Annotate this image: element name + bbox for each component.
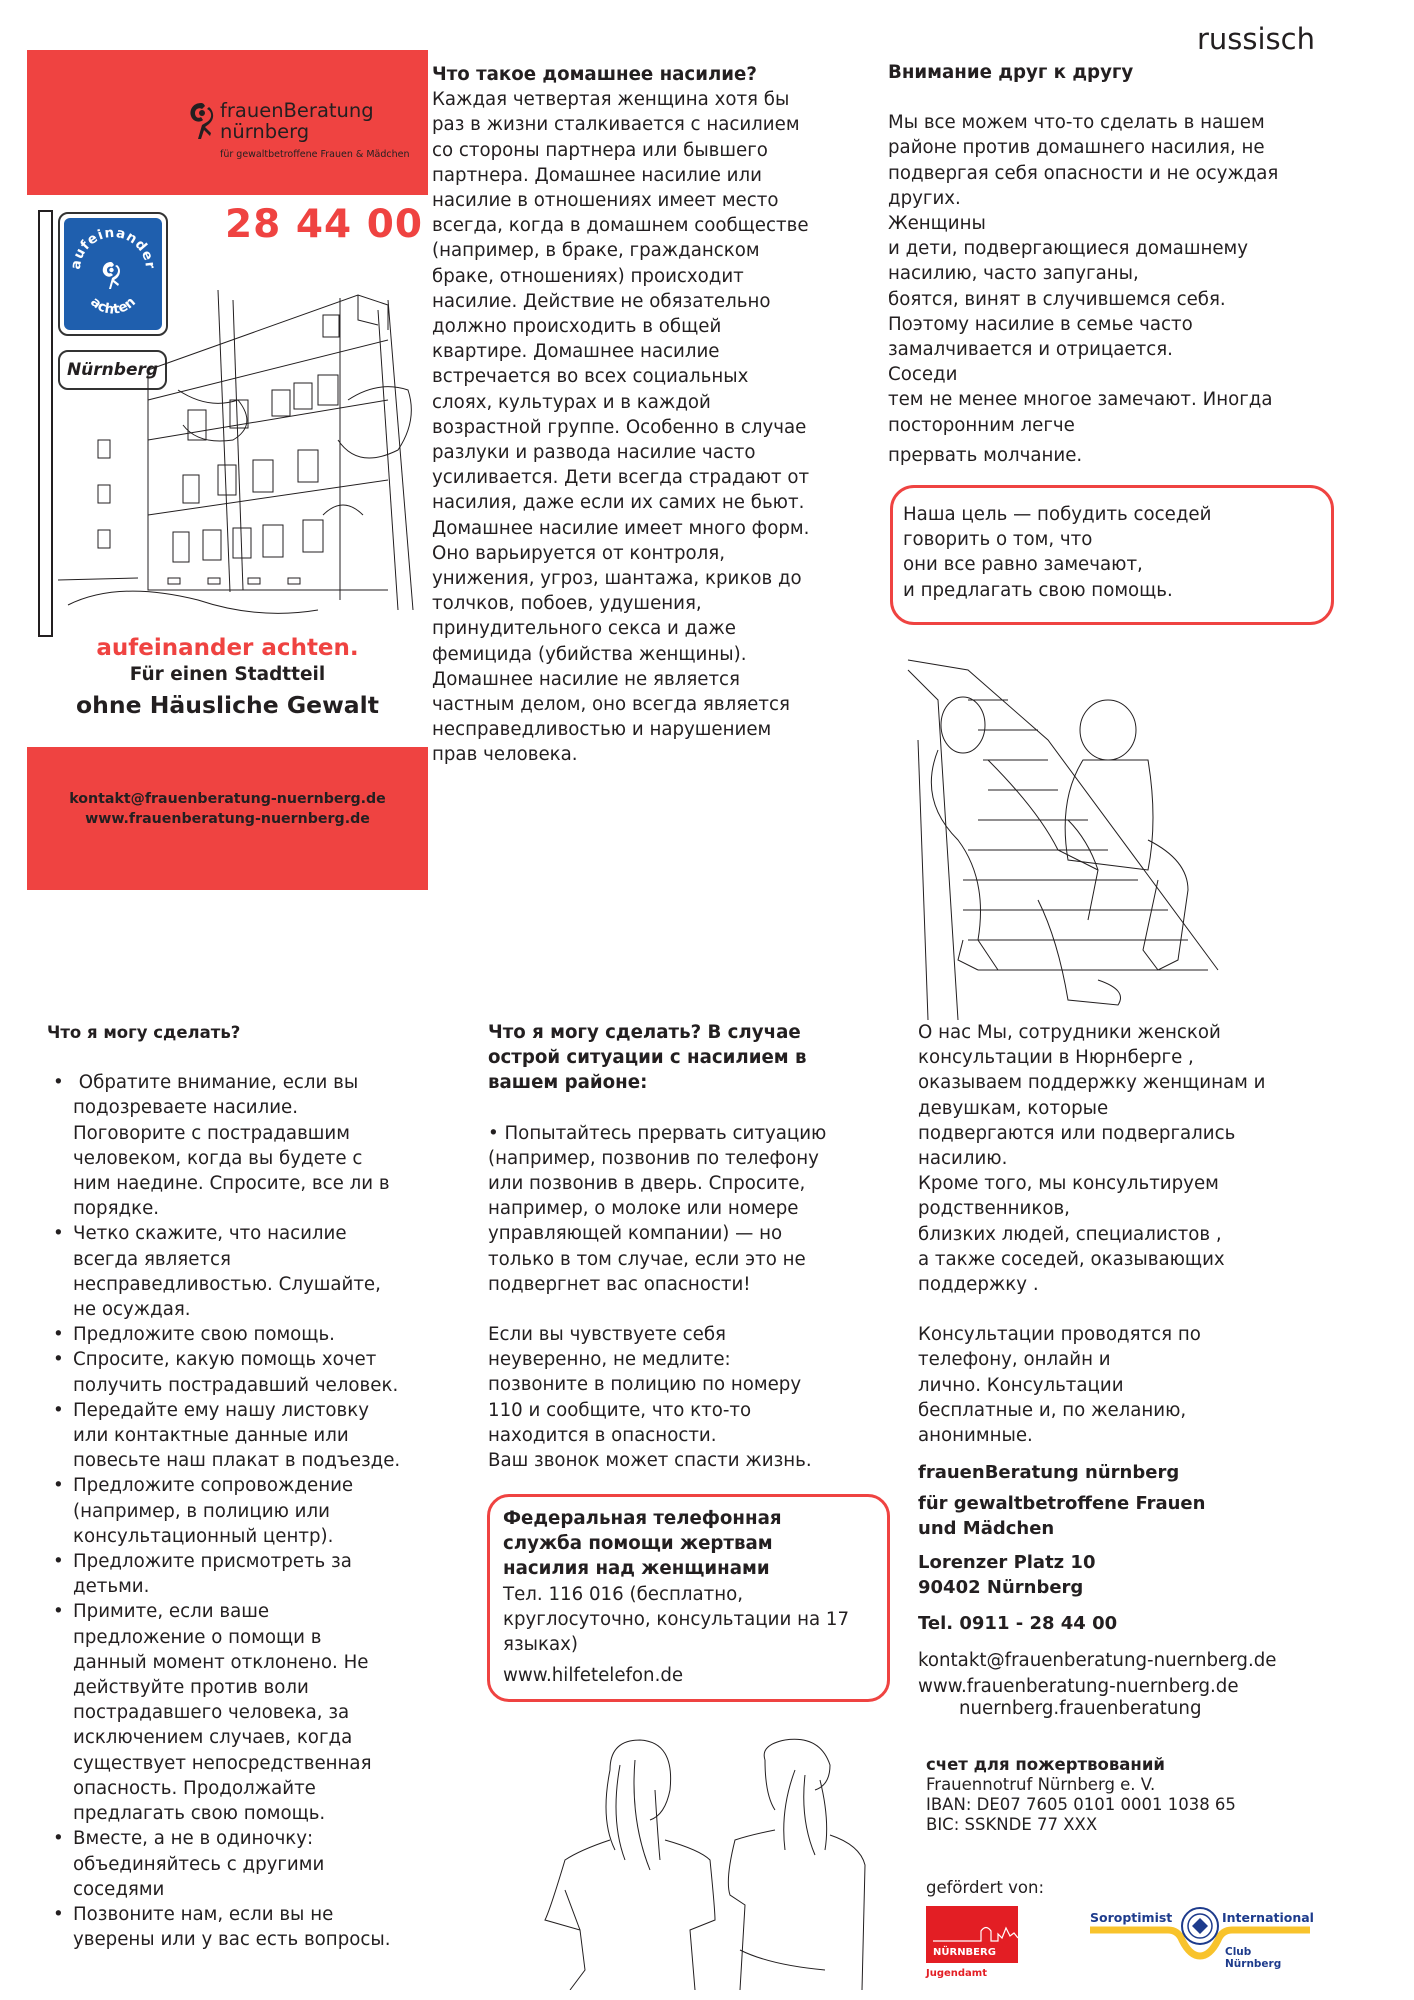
body-line: (например, позвонив по телефону <box>488 1147 819 1169</box>
body-line: толчков, побоев, удушения, <box>432 593 702 615</box>
section-about <box>918 1020 1348 1448</box>
brand-logo <box>188 100 410 161</box>
body-line: раз в жизни сталкивается с насилием <box>432 114 800 136</box>
tip-line: Четко скажите, что насилие <box>73 1223 347 1245</box>
body-line: принудительного секса и даже <box>432 618 736 640</box>
body-line: телефону, онлайн и <box>918 1349 1111 1371</box>
tip-line: несправедливостью. Слушайте, <box>73 1273 381 1295</box>
tip-line: человеком, когда вы будете с <box>73 1147 363 1169</box>
body-line: только в том случае, если это не <box>488 1248 806 1270</box>
org-subtitle-2: und Mädchen <box>918 1518 1055 1539</box>
sign-top-text: aufeinander <box>67 224 159 271</box>
body-line: или позвонив в дверь. Спросите, <box>488 1173 806 1195</box>
body-line: Соседи <box>888 364 958 386</box>
tip-item <box>47 1549 427 1599</box>
body-line: прав человека. <box>432 744 578 766</box>
body-line: квартире. Домашнее насилие <box>432 341 720 363</box>
tip-item <box>47 1070 427 1221</box>
acute-police-text <box>488 1322 908 1473</box>
tip-line: (например, в полицию или <box>73 1500 330 1522</box>
slogan-line-3: ohne Häusliche Gewalt <box>76 691 379 719</box>
bullet-icon: • <box>53 1551 64 1573</box>
tip-line: предложение о помощи в <box>73 1626 322 1648</box>
bullet-icon: • <box>53 1601 64 1623</box>
body-line: других. <box>888 187 961 209</box>
hotline-url-link[interactable]: www.hilfetelefon.de <box>503 1665 684 1687</box>
tip-line: или контактные данные или <box>73 1425 349 1447</box>
tip-line: соседями <box>73 1878 165 1900</box>
section-title: Внимание друг к другу <box>888 62 1134 83</box>
body-line: насилия, даже если их самих не бьют. <box>432 492 805 514</box>
body-line: Мы все можем что-то сделать в нашем <box>888 112 1265 134</box>
body-line: несправедливостью и нарушением <box>432 719 772 741</box>
body-line: а также соседей, оказывающих <box>918 1248 1225 1270</box>
body-line: насилие. Действие не обязательно <box>432 290 771 312</box>
goal-line: Наша цель — побудить соседей <box>903 504 1212 525</box>
bullet-icon: • <box>53 1475 64 1497</box>
building-illustration <box>58 280 430 635</box>
body-line: О нас Мы, сотрудники женской <box>918 1022 1221 1043</box>
body-line: • Попытайтесь прервать ситуацию <box>488 1122 827 1144</box>
body-line: фемицида (убийства женщины). <box>432 643 747 665</box>
body-line: усиливается. Дети всегда страдают от <box>432 467 810 489</box>
section-attention <box>888 60 1328 468</box>
section-title: Что такое домашнее насилие? <box>432 64 757 85</box>
soroptimist-logo <box>1090 1904 1314 1970</box>
nuernberg-logo-subtitle: Jugendamt <box>926 1968 988 1979</box>
nuernberg-logo-text: NÜRNBERG <box>933 1947 996 1958</box>
org-web-link[interactable]: www.frauenberatung-nuernberg.de <box>918 1676 1239 1698</box>
sign-city-plate: Nürnberg <box>58 350 167 390</box>
contact-box <box>27 747 428 890</box>
body-line: неуверенно, не медлите: <box>488 1349 731 1371</box>
body-line: унижения, угроз, шантажа, криков до <box>432 568 802 590</box>
tip-item <box>47 1599 427 1826</box>
tip-line: действуйте против воли <box>73 1677 309 1699</box>
tip-item <box>47 1347 427 1397</box>
soroptimist-right-text: International <box>1222 1910 1314 1925</box>
donation-info <box>926 1755 1236 1835</box>
tip-item <box>47 1902 427 1952</box>
body-line: всегда, когда в домашнем сообществе <box>432 215 809 237</box>
section-title: Что я могу сделать? <box>47 1023 241 1042</box>
donation-title: счет для пожертвований <box>926 1755 1165 1774</box>
body-line: замалчивается и отрицается. <box>888 339 1173 361</box>
body-line: частным делом, оно всегда является <box>432 694 790 716</box>
tip-line: существует непосредственная <box>73 1752 372 1774</box>
section-title-line: острой ситуации с насилием в <box>488 1047 807 1069</box>
language-label: russisch <box>1196 22 1315 56</box>
body-line: боятся, винят в случившемся себя. <box>888 288 1226 310</box>
bullet-icon: • <box>53 1324 64 1346</box>
body-line: близких людей, специалистов , <box>918 1223 1222 1245</box>
tip-line: не осуждая. <box>73 1299 191 1321</box>
tip-line: Предложите присмотреть за <box>73 1551 352 1573</box>
bullet-icon: • <box>53 1072 64 1094</box>
body-line: поддержку . <box>918 1274 1039 1296</box>
body-line: Ваш звонок может спасти жизнь. <box>488 1450 812 1472</box>
body-line: Домашнее насилие не является <box>432 668 740 690</box>
body-line: насилию. <box>918 1148 1008 1170</box>
tip-line: уверены или у вас есть вопросы. <box>73 1929 391 1951</box>
woman-symbol-icon <box>188 101 216 145</box>
body-line: управляющей компании) — но <box>488 1223 783 1245</box>
goal-line: они все равно замечают, <box>903 554 1143 576</box>
hotline-title-line: насилия над женщинами <box>503 1558 770 1580</box>
logo-line-2: nürnberg <box>220 120 310 143</box>
org-subtitle-1: für gewaltbetroffene Frauen <box>918 1493 1206 1514</box>
organization-info <box>918 1460 1276 1720</box>
goal-line: и предлагать свою помощь. <box>903 579 1173 601</box>
tip-line: Спросите, какую помощь хочет <box>73 1349 377 1371</box>
body-line: Если вы чувствуете себя <box>488 1324 726 1346</box>
women-on-stairs-illustration <box>888 640 1223 1020</box>
body-line: лично. Консультации <box>918 1374 1124 1396</box>
org-phone: Tel. 0911 - 28 44 00 <box>918 1613 1118 1634</box>
tip-line: пострадавшего человека, за <box>73 1702 350 1724</box>
tip-item <box>47 1398 427 1474</box>
tip-line: объединяйтесь с другими <box>73 1853 325 1875</box>
body-line: возрастной группе. Особенно в случае <box>432 416 807 438</box>
body-line: браке, отношениях) происходит <box>432 265 744 287</box>
tip-line: Позвоните нам, если вы не <box>73 1903 334 1925</box>
tip-line: всегда является <box>73 1248 231 1270</box>
tip-line: Передайте ему нашу листовку <box>73 1399 370 1421</box>
tip-line: Вместе, а не в одиночку: <box>73 1828 314 1850</box>
body-line: должно происходить в общей <box>432 316 722 338</box>
section-acute <box>488 1020 908 1473</box>
contact-web-link[interactable]: www.frauenberatung-nuernberg.de <box>85 811 370 827</box>
body-line: встречается во всех социальных <box>432 366 749 388</box>
bullet-icon: • <box>53 1903 64 1925</box>
body-line: посторонним легче <box>888 414 1075 436</box>
body-line: тем не менее многое замечают. Иногда <box>888 389 1273 411</box>
section-last-line: прервать молчание. <box>888 444 1083 466</box>
tip-line: детьми. <box>73 1576 150 1598</box>
org-email-link[interactable]: kontakt@frauenberatung-nuernberg.de <box>918 1650 1277 1671</box>
hotline-callout-text <box>503 1506 849 1688</box>
org-city: 90402 Nürnberg <box>918 1577 1084 1598</box>
bullet-icon: • <box>53 1828 64 1850</box>
body-line: например, о молоке или номере <box>488 1198 799 1220</box>
consultation-body <box>918 1322 1348 1448</box>
tip-line: Обратите внимание, если вы <box>73 1072 359 1094</box>
body-line: разлуки и развода насилие часто <box>432 442 756 464</box>
donation-iban: IBAN: DE07 7605 0101 0001 1038 65 <box>926 1795 1236 1814</box>
body-line: Кроме того, мы консультируем <box>918 1173 1219 1195</box>
body-line: анонимные. <box>918 1425 1033 1447</box>
hotline-info-line: языках) <box>503 1634 578 1656</box>
body-line: Женщины <box>888 213 986 235</box>
section-title-line: Что я могу сделать? В случае <box>488 1022 801 1043</box>
body-line: Поэтому насилие в семье часто <box>888 313 1193 335</box>
sign-bottom-text: achten <box>87 293 139 318</box>
body-line: подвергаются или подвергались <box>918 1122 1236 1144</box>
acute-bullet-text <box>488 1121 908 1297</box>
body-line: находится в опасности. <box>488 1424 717 1446</box>
body-line: подвергнет вас опасности! <box>488 1273 751 1295</box>
body-line: 110 и сообщите, что кто-то <box>488 1399 752 1421</box>
nuernberg-jugendamt-logo <box>926 1906 1018 1963</box>
tip-item <box>47 1221 427 1322</box>
tip-line: исключением случаев, когда <box>73 1727 353 1749</box>
soroptimist-left-text: Soroptimist <box>1090 1910 1173 1925</box>
bullet-icon: • <box>53 1349 64 1371</box>
section-what-is <box>432 62 872 768</box>
hotline-info-line: Тел. 116 016 (бесплатно, <box>503 1583 744 1605</box>
soroptimist-club-text: Club Nürnberg <box>1225 1946 1282 1970</box>
section-body <box>888 110 1328 438</box>
bullet-icon: • <box>53 1223 64 1245</box>
tip-line: повесьте наш плакат в подъезде. <box>73 1450 401 1472</box>
body-line: партнера. Домашнее насилие или <box>432 164 762 186</box>
tip-item <box>47 1322 427 1347</box>
goal-callout-text <box>903 502 1211 603</box>
donation-holder: Frauennotruf Nürnberg e. V. <box>926 1775 1156 1794</box>
hotline-title-line: Федеральная телефонная <box>503 1508 782 1529</box>
body-line: (например, в браке, гражданском <box>432 240 760 262</box>
hotline-title-line: служба помощи жертвам <box>503 1533 773 1555</box>
body-line: районе против домашнего насилия, не <box>888 137 1265 159</box>
body-line: насилию, часто запуганы, <box>888 263 1139 285</box>
tip-line: порядке. <box>73 1198 160 1220</box>
slogan-line-2: Für einen Stadtteil <box>129 664 326 685</box>
org-name: frauenBeratung nürnberg <box>918 1462 1180 1483</box>
body-line: слоях, культурах и в каждой <box>432 391 711 413</box>
body-line: со стороны партнера или бывшего <box>432 139 768 161</box>
contact-email-link[interactable]: kontakt@frauenberatung-nuernberg.de <box>69 791 386 807</box>
two-women-illustration <box>540 1720 870 1990</box>
donation-bic: BIC: SSKNDE 77 XXX <box>926 1815 1098 1834</box>
sponsors-label: gefördert von: <box>926 1878 1045 1897</box>
tip-item <box>47 1473 427 1549</box>
tip-line: подозреваете насилие. <box>73 1097 299 1119</box>
body-line: Консультации проводятся по <box>918 1324 1201 1346</box>
body-line: и дети, подвергающиеся домашнему <box>888 238 1249 260</box>
body-line: позвоните в полицию по номеру <box>488 1374 802 1396</box>
tip-line: Предложите свою помощь. <box>73 1324 335 1346</box>
bullet-icon: • <box>53 1399 64 1421</box>
tip-line: получить пострадавший человек. <box>73 1374 399 1396</box>
body-line: консультации в Нюрнберге , <box>918 1047 1194 1069</box>
hotline-number: 28 44 00 <box>225 202 423 247</box>
org-social-handle: nuernberg.frauenberatung <box>959 1698 1202 1720</box>
logo-line-1: frauenBeratung <box>220 99 374 122</box>
body-line: родственников, <box>918 1198 1070 1220</box>
tip-line: предлагать свою помощь. <box>73 1803 326 1825</box>
tip-line: данный момент отклонено. Не <box>73 1651 369 1673</box>
tip-line: Примите, если ваше <box>73 1601 270 1623</box>
logo-tagline: für gewaltbetroffene Frauen & Mädchen <box>220 149 410 160</box>
goal-line: говорить о том, что <box>903 529 1093 551</box>
sign-post <box>38 210 53 637</box>
body-line: Домашнее насилие имеет много форм. <box>432 517 810 539</box>
slogan-headline: aufeinander achten. <box>96 635 359 661</box>
tip-line: опасность. Продолжайте <box>73 1777 316 1799</box>
about-body <box>918 1020 1348 1297</box>
body-line: насилие в отношениях имеет место <box>432 190 779 212</box>
body-line: оказываем поддержку женщинам и <box>918 1072 1266 1094</box>
body-line: бесплатные и, по желанию, <box>918 1399 1187 1421</box>
tip-line: Предложите сопровождение <box>73 1475 354 1497</box>
section-title-line: вашем районе: <box>488 1072 648 1094</box>
org-street: Lorenzer Platz 10 <box>918 1552 1096 1573</box>
tips-list <box>47 1070 427 1952</box>
body-line: Каждая четвертая женщина хотя бы <box>432 89 790 111</box>
body-line: подвергая себя опасности и не осуждая <box>888 162 1279 184</box>
section-what-can-i-do <box>47 1020 427 1952</box>
tip-item <box>47 1826 427 1902</box>
body-line: Оно варьируется от контроля, <box>432 542 725 564</box>
tip-line: консультационный центр). <box>73 1525 334 1547</box>
hotline-info-line: круглосуточно, консультации на 17 <box>503 1608 850 1630</box>
body-line: девушкам, которые <box>918 1097 1109 1119</box>
section-body <box>432 87 872 767</box>
tip-line: ним наедине. Спросите, все ли в <box>73 1173 390 1195</box>
tip-line: Поговорите с пострадавшим <box>73 1122 350 1144</box>
